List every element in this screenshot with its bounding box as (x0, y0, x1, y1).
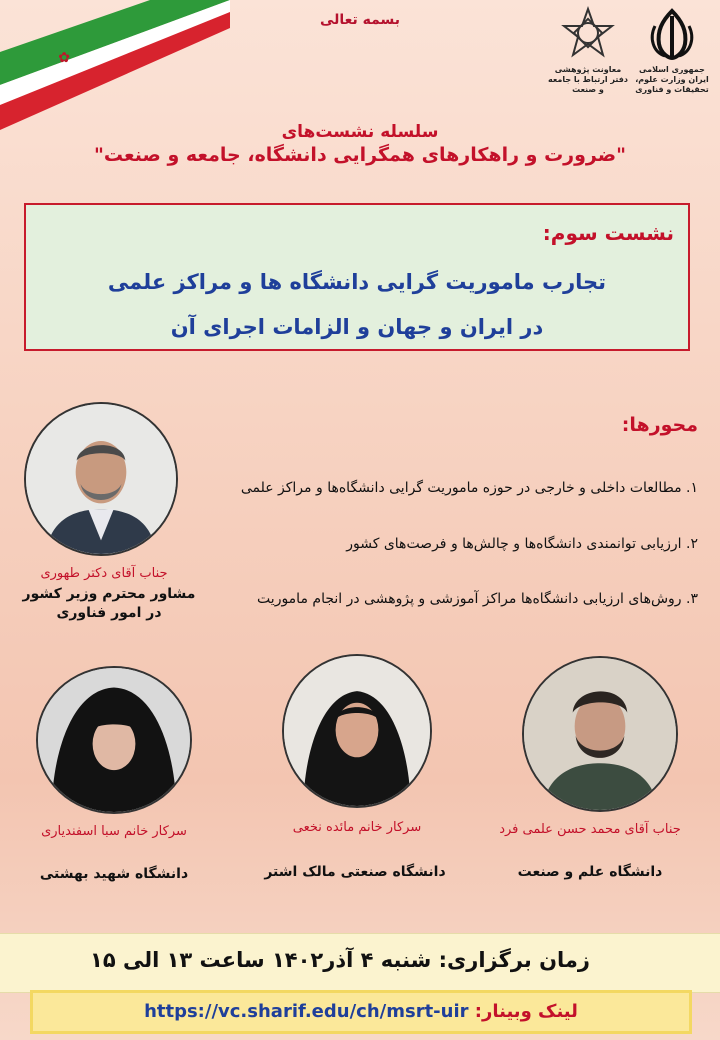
event-time-value: شنبه ۴ آذر۱۴۰۲ ساعت ۱۳ الی ۱۵ (90, 948, 432, 972)
event-time (90, 948, 590, 972)
axis-item-2: ۲. ارزیابی توانمندی دانشگاه‌ها و چالش‌ها و فرصت‌های کشور (346, 536, 698, 552)
star-ornament-icon (561, 6, 616, 61)
session-label: نشست سوم: (542, 221, 674, 245)
speaker-3-name: سرکار خانم مائده نخعی (292, 820, 422, 835)
speaker-1-name: جناب آقای دکتر طهوری (40, 566, 168, 581)
session-title-line-2: در ایران و جهان و الزامات اجرای آن (170, 315, 544, 339)
speaker-2-name: جناب آقای محمد حسن علمی فرد (499, 822, 681, 837)
speaker-4-org: دانشگاه شهید بهشتی (39, 866, 189, 882)
series-title (80, 122, 640, 166)
speaker-2-photo (522, 656, 678, 812)
axis-item-1: ۱. مطالعات داخلی و خارجی در حوزه ماموریت گرایی دانشگاه‌ها و مراکز علمی (240, 480, 698, 496)
ministry-logo (632, 6, 712, 96)
session-title-line-1: تجارب ماموریت گرایی دانشگاه ها و مراکز علمی (107, 270, 607, 294)
axis-item-3: ۳. روش‌های ارزیابی دانشگاه‌ها مراکز آموزشی و پژوهشی در انجام ماموریت (257, 591, 698, 607)
event-time-label: زمان برگزاری: (438, 948, 590, 972)
svg-text:✿: ✿ (58, 50, 70, 66)
iran-flag-ribbon (0, 0, 230, 130)
webinar-link-box (30, 990, 692, 1034)
basmala: بسمه تعالی (319, 12, 401, 28)
research-logo (548, 6, 628, 96)
webinar-link-label: لینک وبینار: (474, 1001, 578, 1022)
event-time-bar (0, 933, 720, 993)
speaker-2-org: دانشگاه علم و صنعت (517, 864, 663, 880)
research-logo-caption: معاونت پژوهشی دفتر ارتباط با جامعه و صنعت (548, 65, 628, 94)
speaker-1-org: مشاور محترم وزیر کشور در امور فناوری (22, 586, 196, 621)
webinar-link[interactable]: https://vc.sharif.edu/ch/msrt-uir (144, 1001, 469, 1022)
webinar-link-row (33, 1001, 689, 1022)
speaker-3-photo (282, 654, 432, 808)
emblem-icon (647, 6, 697, 61)
series-line-1: سلسله نشست‌های (281, 122, 439, 142)
series-line-2: "ضرورت و راهکارهای همگرایی دانشگاه، جامعه و صنعت" (94, 144, 626, 166)
ministry-logo-caption: جمهوری اسلامی ایران وزارت علوم، تحقیقات و فناوری (635, 65, 709, 94)
speaker-4-name: سرکار خانم سبا اسفندیاری (41, 824, 187, 839)
axes-title: محورها: (621, 414, 698, 436)
session-box (24, 203, 690, 351)
speaker-3-org: دانشگاه صنعتی مالک اشتر (264, 864, 446, 880)
speaker-4-photo (36, 666, 192, 814)
speaker-1-photo (24, 402, 178, 556)
